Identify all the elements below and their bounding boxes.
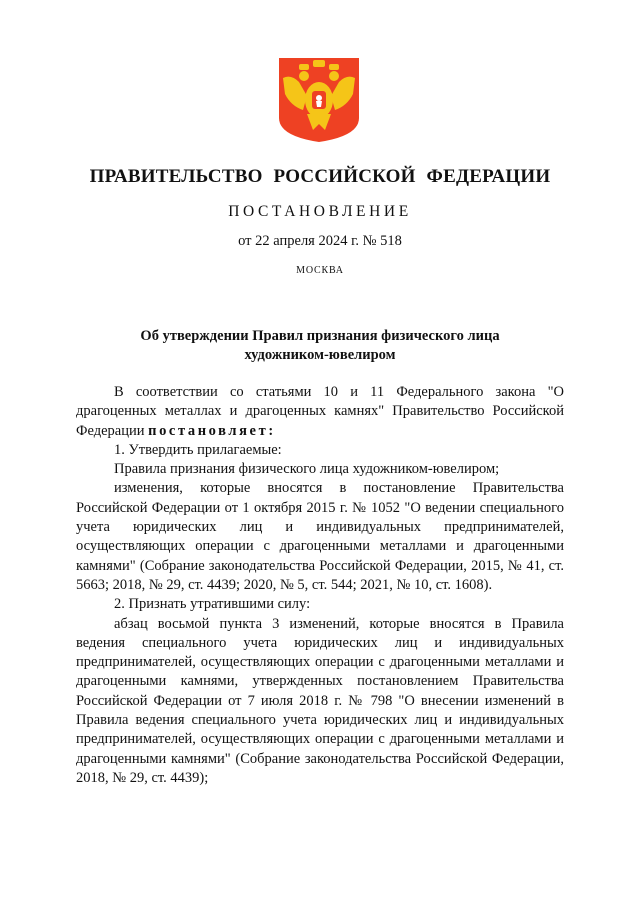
- intro-text: В соответствии со статьями 10 и 11 Федерального закона "О драгоценных металлах и драгоценных камнях" Правительство Российской Федерации: [76, 384, 564, 439]
- document-heading: [110, 327, 530, 365]
- item-2: 2. Признать утратившими силу:: [114, 596, 311, 613]
- government-title: ПРАВИТЕЛЬСТВО РОССИЙСКОЙ ФЕДЕРАЦИИ: [89, 166, 551, 187]
- item-1-rules: Правила признания физического лица художником-ювелиром;: [114, 461, 500, 478]
- document-heading-line1: Об утверждении Правил признания физического лица: [140, 328, 500, 344]
- document-date-number: от 22 апреля 2024 г. № 518: [238, 233, 402, 249]
- item-2-paragraph: абзац восьмой пункта 3 изменений, которые вносятся в Правила ведения специального учета юридических лиц и индивидуальных предпринимателей, осуществляющих операции с драгоценными металлами и драгоценными камнями, утвержденных постановлением Правительства Российской Федерации от 7 июля 2018 г. № 798 "О внесении изменений в Правила ведения специального учета юридических лиц и индивидуальных предпринимателей, осуществляющих операции с драгоценными металлами и драгоценными камнями" (Собрание законодательства Российской Федерации, 2018, № 29, ст. 4439);: [76, 615, 564, 786]
- russian-coat-of-arms-icon: [277, 56, 361, 144]
- document-type: ПОСТАНОВЛЕНИЕ: [228, 203, 412, 220]
- document-city: МОСКВА: [296, 265, 344, 276]
- document-body: [76, 383, 564, 788]
- resolves-word: постановляет:: [148, 422, 276, 439]
- item-1-changes: изменения, которые вносятся в постановление Правительства Российской Федерации от 1 октября 2015 г. № 1052 "О ведении специального учета юридических лиц и индивидуальных предпринимателей, осуществляющих операции с драгоценными металлами и драгоценными камнями" (Собрание законодательства Российской Федерации, 2015, № 41, ст. 5663; 2018, № 29, ст. 4439; 2020, № 5, ст. 544; 2021, № 10, ст. 1608).: [76, 480, 564, 593]
- intro-paragraph: [76, 383, 564, 441]
- item-1: 1. Утвердить прилагаемые:: [114, 441, 282, 458]
- document-heading-line2: художником-ювелиром: [244, 347, 396, 363]
